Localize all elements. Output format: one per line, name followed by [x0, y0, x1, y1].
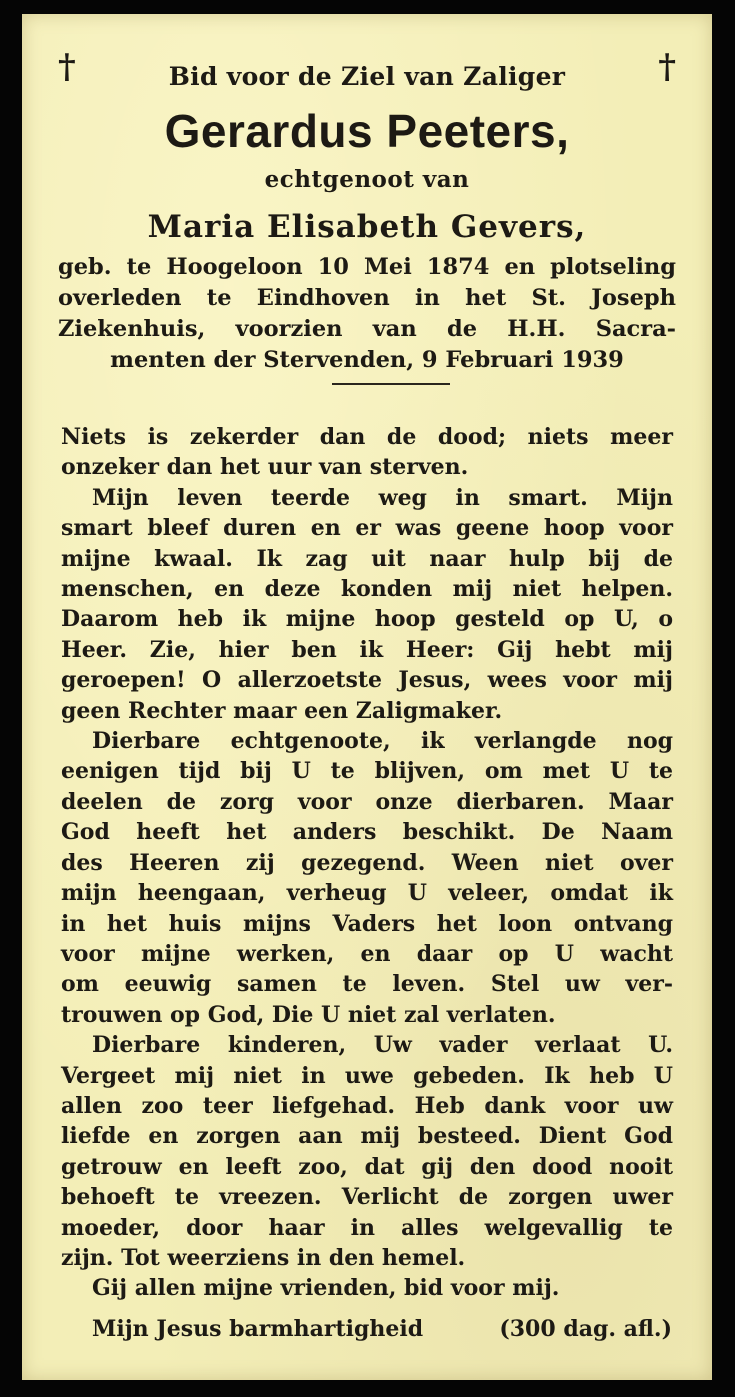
- text-line: Mijn leven teerde weg in smart. Mijn: [92, 484, 673, 511]
- text-line: menschen, en deze konden mij niet helpen.: [61, 576, 673, 603]
- text-line: deelen de zorg voor onze dierbaren. Maar: [61, 788, 673, 815]
- spouse-name: Maria Elisabeth Gevers,: [147, 209, 587, 245]
- text-line: getrouw en leeft zoo, dat gij den dood nooit: [61, 1153, 673, 1180]
- text-line: liefde en zorgen aan mij besteed. Dient God: [61, 1123, 673, 1150]
- text-line: geroepen! O allerzoetste Jesus, wees voor mij: [61, 667, 673, 694]
- text-line: Daarom heb ik mijne hoop gesteld op U, o: [61, 606, 673, 633]
- memorial-card: [22, 14, 712, 1380]
- text-line: in het huis mijns Vaders het loon ontvang: [61, 910, 673, 937]
- text-line: smart bleef duren en er was geene hoop voor: [61, 515, 673, 542]
- footer-indulgence: (300 dag. afl.): [499, 1316, 672, 1342]
- footer: [92, 1316, 672, 1342]
- text-line: Heer. Zie, hier ben ik Heer: Gij hebt mij: [61, 636, 673, 663]
- text-line: des Heeren zij gezegend. Ween niet over: [61, 849, 673, 876]
- text-line: om eeuwig samen te leven. Stel uw ver-: [61, 971, 673, 998]
- text-line: Dierbare echtgenoote, ik verlangde nog: [92, 728, 673, 755]
- bio-line: overleden te Eindhoven in het St. Joseph: [58, 285, 676, 311]
- text-line: trouwen op God, Die U niet zal verlaten.: [61, 1001, 556, 1028]
- prayer-text: [61, 422, 673, 1304]
- text-line: Niets is zekerder dan de dood; niets meer: [61, 424, 673, 450]
- text-line: Dierbare kinderen, Uw vader verlaat U.: [92, 1032, 673, 1059]
- cross-icon-right: †: [658, 47, 676, 87]
- bio-line: geb. te Hoogeloon 10 Mei 1874 en plotseling: [58, 254, 676, 280]
- bio-line: menten der Stervenden, 9 Februari 1939: [110, 347, 624, 373]
- divider: [332, 383, 450, 385]
- text-line: mijne kwaal. Ik zag uit naar hulp bij de: [61, 545, 673, 572]
- text-line: moeder, door haar in alles welgevallig te: [61, 1214, 673, 1241]
- text-line: Vergeet mij niet in uwe gebeden. Ik heb U: [61, 1062, 673, 1089]
- text-line: Gij allen mijne vrienden, bid voor mij.: [92, 1275, 560, 1302]
- footer-prayer: Mijn Jesus barmhartigheid: [92, 1316, 424, 1342]
- text-line: eenigen tijd bij U te blijven, om met U te: [61, 758, 673, 785]
- text-line: zijn. Tot weerziens in den hemel.: [61, 1244, 466, 1271]
- text-line: God heeft het anders beschikt. De Naam: [61, 819, 673, 846]
- prayer-intro: Bid voor de Ziel van Zaliger: [168, 62, 566, 91]
- spouse-intro: echtgenoot van: [264, 166, 470, 193]
- bio-line: Ziekenhuis, voorzien van de H.H. Sacra-: [58, 316, 676, 342]
- cross-icon-left: †: [58, 47, 76, 87]
- text-line: mijn heengaan, verheug U veleer, omdat ik: [61, 880, 673, 907]
- biography: [58, 252, 676, 376]
- deceased-name: Gerardus Peeters,: [164, 105, 570, 157]
- text-line: voor mijne werken, en daar op U wacht: [61, 940, 673, 967]
- text-line: onzeker dan het uur van sterven.: [61, 454, 469, 481]
- text-line: allen zoo teer liefgehad. Heb dank voor uw: [61, 1092, 673, 1119]
- text-line: geen Rechter maar een Zaligmaker.: [61, 697, 503, 724]
- text-line: behoeft te vreezen. Verlicht de zorgen uwer: [61, 1184, 673, 1211]
